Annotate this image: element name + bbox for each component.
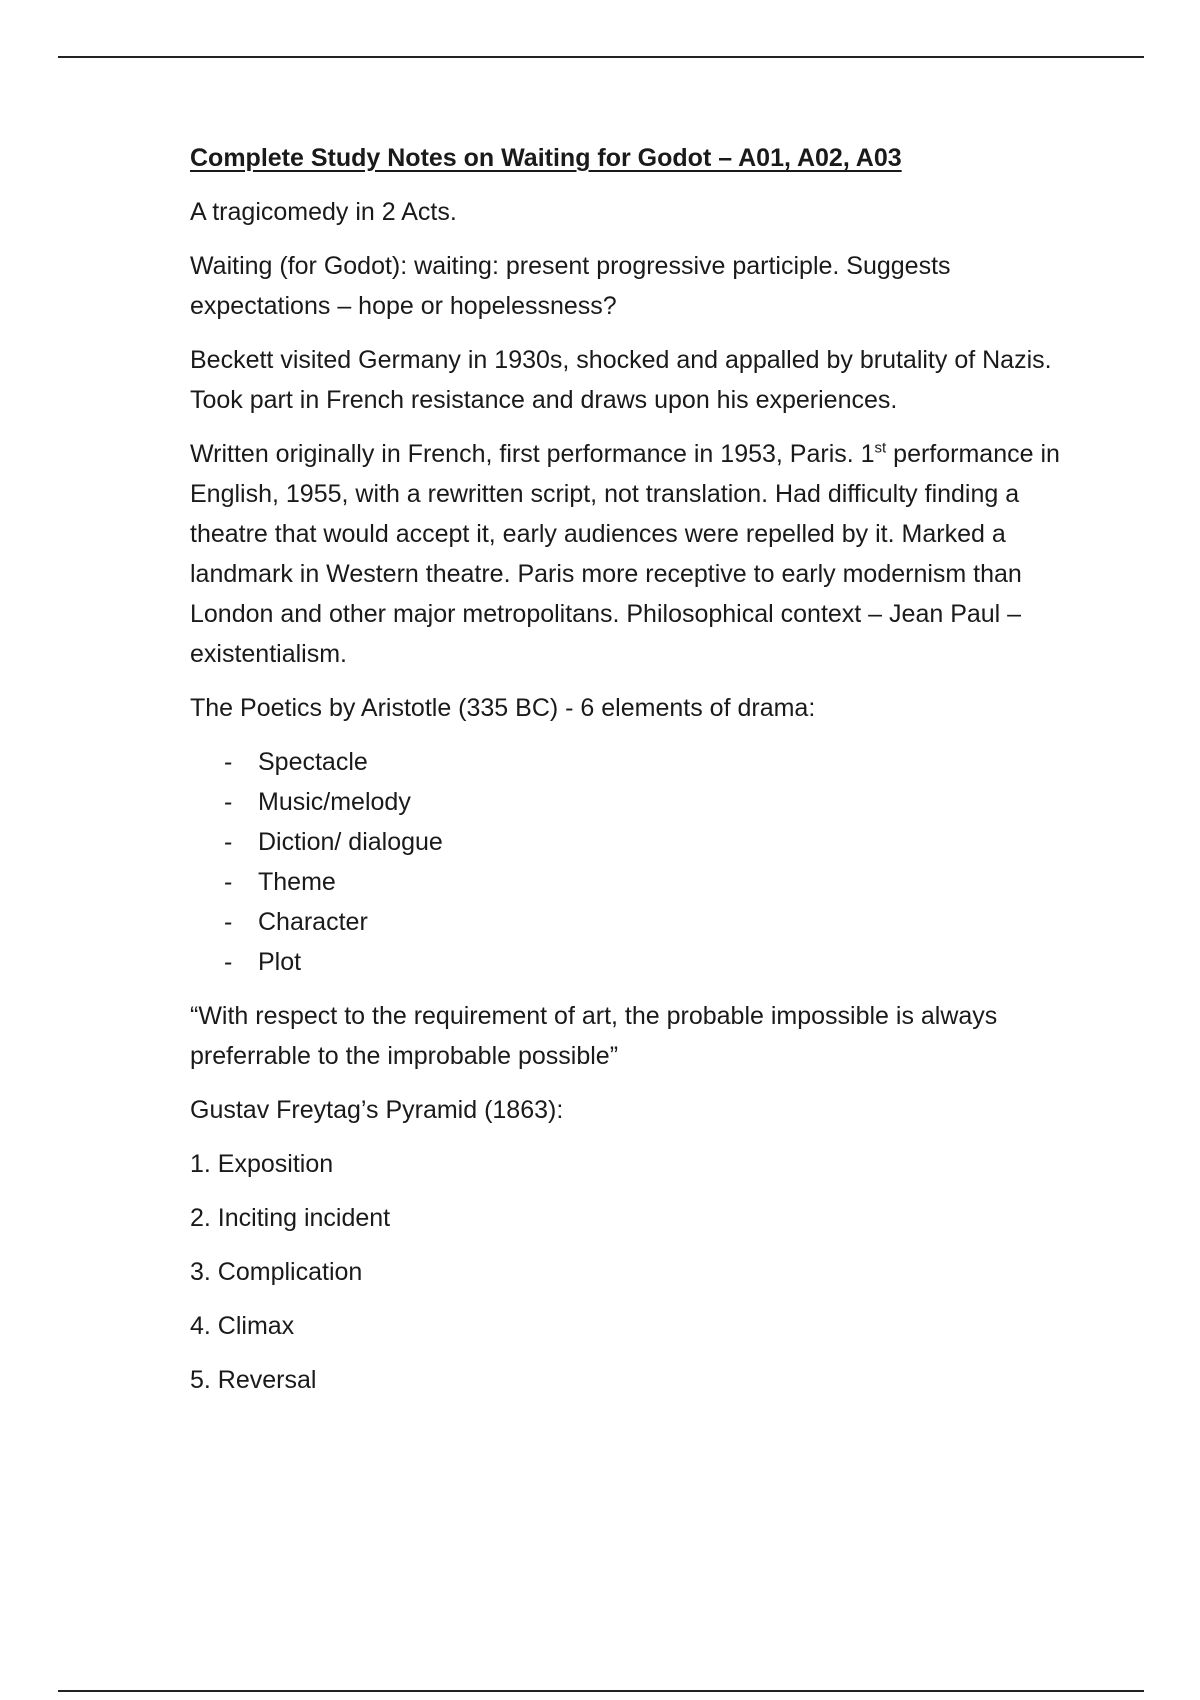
bullet-dash: - bbox=[224, 788, 233, 816]
drama-elements-list bbox=[190, 742, 1070, 982]
bullet-dash: - bbox=[224, 868, 233, 896]
bottom-rule bbox=[58, 1690, 1144, 1692]
list-item: 4. Climax bbox=[190, 1312, 295, 1340]
list-item-text: Character bbox=[258, 908, 368, 936]
list-item-text: Diction/ dialogue bbox=[258, 828, 443, 856]
paragraph-title-meaning: Waiting (for Godot): waiting: present progressive participle. Suggests expectations – hope or hopelessness? bbox=[190, 252, 951, 320]
list-item-text: Spectacle bbox=[258, 748, 368, 776]
list-item bbox=[190, 782, 1070, 822]
bullet-dash: - bbox=[224, 948, 233, 976]
list-item: 1. Exposition bbox=[190, 1150, 334, 1178]
bullet-dash: - bbox=[224, 748, 233, 776]
list-item-text: Music/melody bbox=[258, 788, 411, 816]
paragraph-genre: A tragicomedy in 2 Acts. bbox=[190, 198, 457, 226]
list-item bbox=[190, 822, 1070, 862]
list-item bbox=[190, 862, 1070, 902]
list-item-text: Plot bbox=[258, 948, 302, 976]
document-title: Complete Study Notes on Waiting for Godot – A01, A02, A03 bbox=[190, 144, 902, 172]
paragraph-beckett-context: Beckett visited Germany in 1930s, shocked and appalled by brutality of Nazis. Took part in French resistance and draws upon his experiences. bbox=[190, 346, 1052, 414]
list-item bbox=[190, 742, 1070, 782]
performance-text-end: performance in English, 1955, with a rewritten script, not translation. Had difficulty finding a theatre that would accept it, early audiences were repelled by it. Marked a landmark in Western theatre. Paris more receptive to early modernism than London and other major metropolitans. Philosophical context – Jean Paul – existentialism. bbox=[190, 440, 1060, 668]
paragraph-poetics: The Poetics by Aristotle (335 BC) - 6 elements of drama: bbox=[190, 694, 816, 722]
bullet-dash: - bbox=[224, 828, 233, 856]
list-item bbox=[190, 942, 1070, 982]
list-item-text: Theme bbox=[258, 868, 336, 896]
performance-text-start: Written originally in French, first performance in 1953, Paris. 1 bbox=[190, 440, 875, 468]
aristotle-quote: “With respect to the requirement of art, the probable impossible is always preferrable to the improbable possible” bbox=[190, 1002, 998, 1070]
list-item: 3. Complication bbox=[190, 1258, 363, 1286]
pyramid-steps-list bbox=[190, 1144, 1070, 1400]
paragraph-freytag: Gustav Freytag’s Pyramid (1863): bbox=[190, 1096, 564, 1124]
top-rule bbox=[58, 56, 1144, 58]
list-item: 5. Reversal bbox=[190, 1366, 317, 1394]
bullet-dash: - bbox=[224, 908, 233, 936]
ordinal-suffix: st bbox=[874, 439, 887, 457]
document-body bbox=[190, 138, 1070, 1414]
paragraph-performance-history bbox=[190, 434, 1070, 674]
list-item: 2. Inciting incident bbox=[190, 1204, 391, 1232]
list-item bbox=[190, 902, 1070, 942]
